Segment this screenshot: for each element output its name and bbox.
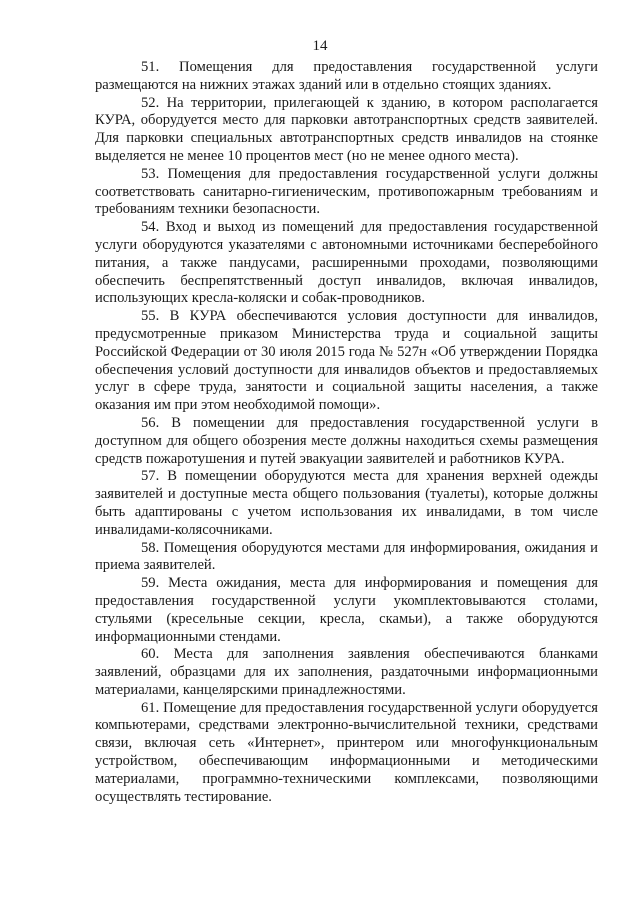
paragraph-54: 54. Вход и выход из помещений для предоставления государственной услуги оборудуются указателями с автономными источниками бесперебойного питания, а также пандусами, расширенными проходами, позволяющими обеспечить беспрепятственный доступ инвалидов, включая инвалидов, использующих кресла-коляски и собак-проводников.: [95, 219, 598, 307]
paragraph-59: 59. Места ожидания, места для информирования и помещения для предоставления государственной услуги укомплектовываются столами, стульями (кресельные секции, кресла, скамьи), а также оборудуются информационными стендами.: [95, 575, 598, 645]
paragraph-51: 51. Помещения для предоставления государственной услуги размещаются на нижних этажах зданий или в отдельно стоящих зданиях.: [95, 59, 598, 93]
paragraph-60: 60. Места для заполнения заявления обеспечиваются бланками заявлений, образцами для их заполнения, раздаточными информационными материалами, канцелярскими принадлежностями.: [95, 646, 598, 698]
paragraph-53: 53. Помещения для предоставления государственной услуги должны соответствовать санитарно-гигиеническим, противопожарным требованиям и требованиям техники безопасности.: [95, 165, 598, 218]
paragraph-57: 57. В помещении оборудуются места для хранения верхней одежды заявителей и доступные места общего пользования (туалеты), которые должны быть адаптированы с учетом использования их инвалидами, в том числе инвалидами-колясочниками.: [95, 468, 598, 538]
document-body: [95, 59, 598, 806]
page-number: 14: [312, 38, 328, 54]
paragraph-56: 56. В помещении для предоставления государственной услуги в доступном для общего обозрения месте должны находиться схемы размещения средств пожаротушения и путей эвакуации заявителей и работников КУРА.: [95, 414, 598, 467]
paragraph-52: 52. На территории, прилегающей к зданию, в котором располагается КУРА, оборудуется место для парковки автотранспортных средств заявителей. Для парковки специальных автотранспортных средств инвалидов на стоянке выделяется не менее 10 процентов мест (но не менее одного места).: [95, 94, 598, 164]
paragraph-58: 58. Помещения оборудуются местами для информирования, ожидания и приема заявителей.: [95, 539, 598, 574]
paragraph-55: 55. В КУРА обеспечиваются условия доступности для инвалидов, предусмотренные приказом Министерства труда и социальной защиты Российской Федерации от 30 июля 2015 года № 527н «Об утверждении Порядка обеспечения условий доступности для инвалидов объектов и предоставляемых услуг в сфере труда, занятости и социальной защиты населения, а также оказания им при этом необходимой помощи».: [95, 308, 598, 414]
paragraph-61: 61. Помещение для предоставления государственной услуги оборудуется компьютерами, средствами электронно-вычислительной техники, средствами связи, включая сеть «Интернет», принтером или многофункциональным устройством, обеспечивающим информационными и методическими материалами, программно-техническими комплексами, позволяющими осуществлять тестирование.: [95, 699, 598, 805]
